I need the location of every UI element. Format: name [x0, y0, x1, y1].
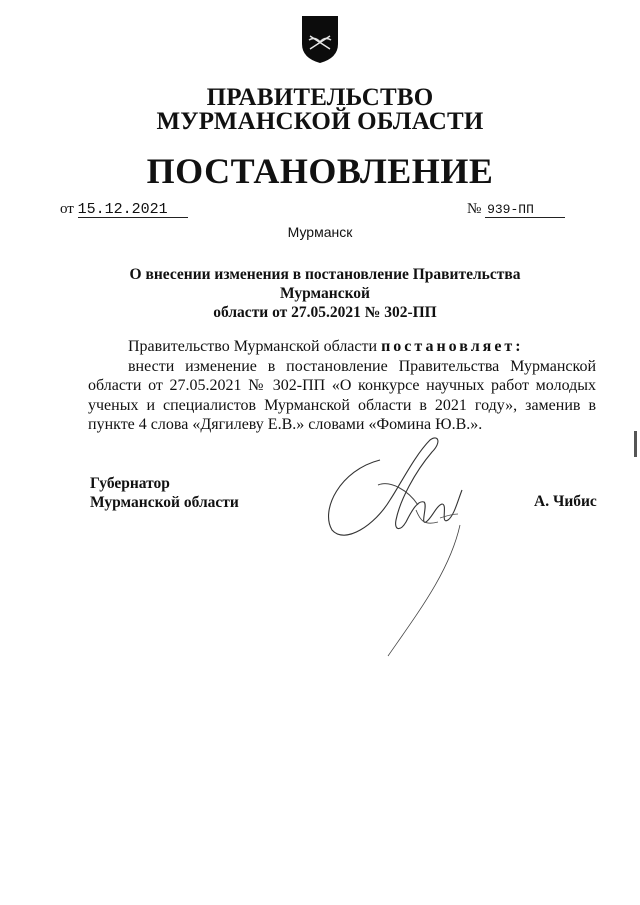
signatory-name: А. Чибис: [534, 493, 597, 510]
document-type-title: ПОСТАНОВЛЕНИЕ: [146, 151, 494, 191]
date-field: [60, 201, 188, 218]
body-paragraph-2: внести изменение в постановление Правительства Мурманской области от 27.05.2021 № 302-ПП «О конкурсе научных работ молодых ученых и специалистов Мурманской области в 2021 году», заменив в пункте 4 слова «Дягилеву Е.В.» словами «Фомина Ю.В.».: [88, 357, 596, 433]
signatory-title-line2: Мурманской области: [90, 494, 239, 511]
number-prefix: №: [467, 201, 482, 217]
document-body: [88, 337, 596, 435]
org-name-line1: ПРАВИТЕЛЬСТВО: [206, 84, 434, 111]
date-value: 15.12.2021: [78, 202, 188, 218]
subject-line1: О внесении изменения в постановление Правительства Мурманской: [129, 266, 521, 302]
date-prefix: от: [60, 201, 74, 217]
org-name-line2: МУРМАНСКОЙ ОБЛАСТИ: [156, 108, 484, 135]
signatory-title: [90, 474, 239, 512]
number-field: [467, 201, 565, 218]
scan-edge-mark: [634, 431, 637, 457]
body-intro: Правительство Мурманской области: [128, 338, 382, 355]
document-subject: [90, 265, 560, 322]
city-label: Мурманск: [287, 224, 353, 240]
body-action-word: постановляет:: [381, 338, 524, 355]
body-paragraph-1: [88, 337, 596, 357]
number-value: 939-ПП: [485, 202, 565, 218]
handwritten-signature: [320, 430, 480, 660]
subject-line2: области от 27.05.2021 № 302-ПП: [213, 304, 437, 321]
signatory-title-line1: Губернатор: [90, 475, 170, 492]
coat-of-arms-icon: [299, 14, 341, 64]
